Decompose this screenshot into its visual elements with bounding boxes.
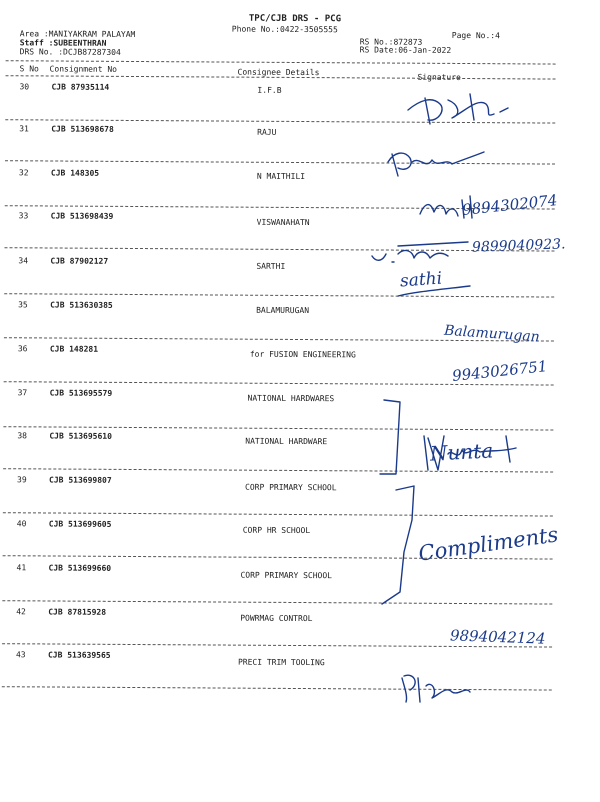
- row-sno: 38: [17, 431, 28, 441]
- row-sno: 36: [17, 344, 28, 354]
- row-consignee: VISWANAHATN: [256, 217, 310, 228]
- row-sno: 42: [16, 607, 26, 617]
- row-consignment: CJB 87902127: [50, 256, 109, 266]
- staff-label: Staff :SUBEENTHRAN: [19, 38, 107, 48]
- handwritten-name-row-40: Compliments: [417, 522, 560, 566]
- row-divider: [4, 293, 554, 297]
- column-header-consignment: Consignment No: [49, 64, 118, 74]
- row-consignment: CJB 513699605: [48, 519, 112, 529]
- row-sno: 30: [19, 82, 30, 92]
- row-consignment: CJB 513699660: [48, 563, 112, 573]
- row-consignee: POWRMAG CONTROL: [240, 613, 313, 624]
- row-sno: 33: [18, 211, 29, 221]
- page-number: Page No.:4: [451, 30, 500, 41]
- row-consignee: for FUSION ENGINEERING: [249, 349, 356, 360]
- column-header-consignee: Consignee Details: [237, 67, 320, 78]
- phone-number: Phone No.:0422-3505555: [231, 24, 338, 35]
- handwritten-phone-row-33: 9894302074: [461, 191, 559, 219]
- row-divider: [5, 119, 555, 123]
- row-consignee: CORP PRIMARY SCHOOL: [240, 570, 333, 581]
- row-divider: [2, 686, 552, 690]
- row-sno: 39: [17, 475, 27, 485]
- row-divider: [3, 426, 553, 430]
- row-consignee: N MAITHILI: [256, 171, 306, 182]
- row-consignment: CJB 513695579: [49, 388, 113, 398]
- row-divider: [2, 600, 552, 604]
- row-consignment: CJB 87815928: [48, 607, 107, 617]
- row-sno: 31: [19, 124, 29, 134]
- area-label: Area :MANIYAKRAM PALAYAM: [19, 29, 136, 39]
- row-sno: 43: [15, 650, 26, 660]
- row-sno: 34: [18, 256, 29, 266]
- handwritten-phone-row-34: 9899040923.: [471, 236, 566, 256]
- handwritten-name-row-35: Balamurugan: [443, 322, 541, 346]
- row-divider: [3, 512, 553, 516]
- handwritten-name-row-34: sathi: [399, 268, 443, 292]
- handwritten-phone-row-42: 9894042124: [449, 626, 546, 648]
- row-sno: 37: [17, 388, 28, 398]
- row-sno: 40: [16, 519, 27, 529]
- row-consignment: CJB 148305: [50, 168, 100, 178]
- row-sno: 35: [18, 300, 28, 310]
- handwritten-name-row-38: Nunta: [429, 438, 494, 466]
- row-consignee: SARTHI: [256, 261, 286, 271]
- row-sno: 32: [18, 168, 29, 178]
- column-header-signature: Signature: [417, 72, 461, 82]
- row-consignee: CORP PRIMARY SCHOOL: [244, 482, 337, 493]
- row-consignment: CJB 513630385: [50, 300, 113, 310]
- row-consignee: PRECI TRIM TOOLING: [237, 657, 325, 668]
- column-header-sno: S No: [19, 64, 39, 74]
- row-consignment: CJB 148281: [49, 344, 99, 354]
- row-consignment: CJB 87935114: [51, 82, 110, 92]
- handwritten-phone-row-36: 9943026751: [451, 357, 549, 385]
- document-title: TPC/CJB DRS - PCG: [248, 13, 342, 25]
- row-sno: 41: [16, 563, 27, 573]
- row-consignee: NATIONAL HARDWARE: [245, 436, 328, 447]
- row-consignee: I.F.B: [257, 85, 282, 95]
- row-consignee: NATIONAL HARDWARES: [247, 393, 335, 404]
- row-consignment: CJB 513698678: [51, 124, 114, 134]
- drs-number: DRS No. :DCJB87287304: [19, 47, 121, 57]
- rs-number: RS No.:872873: [359, 37, 423, 47]
- row-consignment: CJB 513699807: [49, 475, 112, 485]
- rs-date: RS Date:06-Jan-2022: [359, 45, 452, 55]
- row-divider: [5, 160, 555, 164]
- row-consignment: CJB 513639565: [47, 650, 111, 660]
- row-consignee: CORP HR SCHOOL: [242, 525, 311, 536]
- row-divider: [3, 468, 553, 472]
- row-consignee: RAJU: [257, 127, 277, 137]
- row-consignment: CJB 513698439: [50, 211, 114, 221]
- row-consignment: CJB 513695610: [49, 431, 112, 441]
- row-consignee: BALAMURUGAN: [256, 305, 310, 316]
